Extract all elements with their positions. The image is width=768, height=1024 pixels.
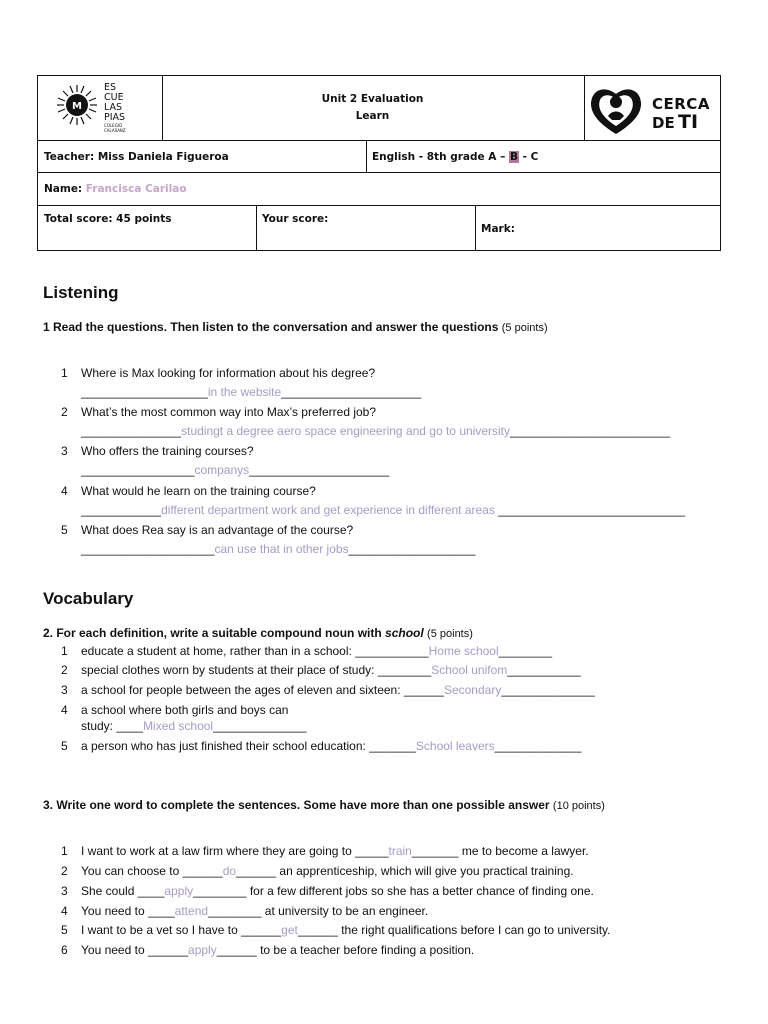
sentence: [81, 884, 594, 898]
sentence-text: She could: [81, 884, 138, 898]
blank: ______________: [213, 719, 307, 733]
instruction-text: 2. For each definition, write a suitable compound noun with: [43, 626, 386, 640]
answer-text: apply: [164, 884, 194, 898]
blank: _______: [411, 844, 459, 858]
answer-text: School leavers: [415, 739, 495, 753]
blank: ____________________: [81, 542, 215, 556]
question-number: 1: [61, 366, 68, 380]
course-highlight-b: B: [509, 151, 518, 163]
sentence-text: at university to be an engineer.: [261, 904, 429, 918]
question-number: 3: [61, 884, 68, 898]
your-score: Your score:: [262, 213, 329, 225]
question-number: 3: [61, 444, 68, 458]
title-line-2: Learn: [355, 110, 390, 122]
question-text: What would he learn on the training course?: [81, 484, 316, 498]
question-number: 4: [61, 904, 68, 918]
sentence: [81, 943, 474, 957]
question-text: Who offers the training courses?: [81, 444, 254, 458]
question-number: 6: [61, 943, 68, 957]
instruction-text: 3. Write one word to complete the sentences. Some have more than one possible answer: [43, 798, 550, 812]
svg-text:LAS: LAS: [104, 102, 123, 113]
sentence-text: an apprenticeship, which will give you practical training.: [276, 864, 574, 878]
blank: ______: [182, 864, 223, 878]
question-number: 1: [61, 644, 68, 658]
question-text: a school where both girls and boys can: [81, 703, 289, 717]
blank: ________________________: [510, 424, 671, 438]
sentence: [81, 923, 611, 937]
answer-text: do: [222, 864, 237, 878]
blank: ______: [216, 943, 257, 957]
answer-line: [81, 542, 475, 556]
answer-text: train: [388, 844, 412, 858]
listening-instruction: [43, 320, 548, 334]
blank: _______________: [81, 424, 182, 438]
question-text: study:: [81, 719, 117, 733]
cerca-de-ti-logo: [586, 80, 716, 138]
sentence: [81, 864, 574, 878]
blank: ____________: [81, 503, 162, 517]
question-number: 2: [61, 405, 68, 419]
svg-text:ES: ES: [104, 82, 117, 93]
blank: ______: [403, 683, 444, 697]
instruction-italic: school: [385, 626, 424, 640]
question-text: [81, 644, 552, 658]
course-label: [372, 151, 538, 163]
blank: ________: [498, 644, 553, 658]
blank: ______: [147, 943, 189, 957]
sentence-text: You need to: [81, 943, 148, 957]
question-number: 5: [61, 523, 68, 537]
divider: [256, 205, 257, 250]
blank: ________: [377, 663, 432, 677]
blank: ______: [241, 923, 282, 937]
blank: ________: [208, 904, 262, 918]
name-value: Francisca Carilao: [85, 183, 187, 195]
vocabulary-heading: Vocabulary: [43, 589, 134, 608]
blank: _____________: [494, 739, 582, 753]
svg-text:CUE: CUE: [104, 92, 124, 103]
blank: ____: [137, 884, 165, 898]
question-text: educate a student at home, rather than in a school:: [81, 644, 356, 658]
points: (5 points): [501, 322, 548, 334]
answer-line: [81, 424, 670, 438]
blank: ____________________________: [494, 503, 686, 517]
blank: ___________________: [348, 542, 476, 556]
question-number: 5: [61, 923, 68, 937]
blank: _________________: [81, 463, 195, 477]
answer-text: companys: [194, 463, 250, 477]
answer-text: can use that in other jobs: [214, 542, 349, 556]
question-number: 4: [61, 484, 68, 498]
blank: _______: [369, 739, 416, 753]
name-field: [44, 183, 187, 195]
svg-text:COLEGIO: COLEGIO: [104, 123, 123, 128]
question-text: [81, 663, 581, 677]
title-line-1: Unit 2 Evaluation: [321, 93, 424, 105]
sentence: [81, 844, 589, 858]
blank: ______: [297, 923, 338, 937]
question-text: [81, 683, 595, 697]
blank: ______: [236, 864, 277, 878]
blank: ______________: [501, 683, 595, 697]
instruction-text: 1 Read the questions. Then listen to the conversation and answer the questions: [43, 320, 499, 334]
svg-text:TI: TI: [678, 111, 699, 133]
answer-text: apply: [188, 943, 217, 957]
answer-text: Home school: [428, 644, 499, 658]
sentence-text: You can choose to: [81, 864, 183, 878]
blank: ___________: [355, 644, 429, 658]
mark: Mark:: [481, 223, 515, 235]
points: (10 points): [552, 800, 605, 812]
question-text: a school for people between the ages of eleven and sixteen:: [81, 683, 404, 697]
svg-text:CALASANZ: CALASANZ: [104, 128, 126, 133]
sentence-text: I want to be a vet so I have to: [81, 923, 242, 937]
question-number: 1: [61, 844, 68, 858]
question-number: 5: [61, 739, 68, 753]
question-text: What’s the most common way into Max’s preferred job?: [81, 405, 377, 419]
blank: ________: [193, 884, 247, 898]
question-text: What does Rea say is an advantage of the course?: [81, 523, 354, 537]
answer-text: in the website: [207, 385, 282, 399]
answer-text: attend: [174, 904, 209, 918]
sentence: [81, 904, 428, 918]
sentence-text: to be a teacher before finding a position.: [256, 943, 475, 957]
question-text: [81, 719, 307, 733]
sentence-text: me to become a lawyer.: [458, 844, 589, 858]
sentence-text: You need to: [81, 904, 148, 918]
blank: ___________: [507, 663, 581, 677]
question-text: a person who has just finished their school education:: [81, 739, 370, 753]
divider: [584, 76, 585, 140]
answer-line: [81, 503, 685, 517]
divider: [475, 205, 476, 250]
answer-line: [81, 463, 389, 477]
svg-text:DE: DE: [652, 114, 675, 132]
question-number: 2: [61, 864, 68, 878]
question-number: 3: [61, 683, 68, 697]
course-suffix: - C: [519, 151, 539, 163]
question-number: 4: [61, 703, 68, 717]
answer-text: get: [281, 923, 298, 937]
blank: _____________________: [249, 463, 390, 477]
answer-text: School unifom: [431, 663, 508, 677]
svg-text:PIAS: PIAS: [104, 112, 126, 123]
sentences-instruction: [43, 798, 605, 812]
sentence-text: for a few different jobs so she has a better chance of finding one.: [246, 884, 594, 898]
school-logo: [55, 80, 165, 138]
blank: ___________________: [81, 385, 208, 399]
blank: ____: [147, 904, 175, 918]
answer-line: [81, 385, 421, 399]
divider: [366, 140, 367, 172]
teacher-label: Teacher: Miss Daniela Figueroa: [44, 151, 229, 163]
blank: _____: [355, 844, 389, 858]
answer-text: Mixed school: [143, 719, 214, 733]
answer-text: different department work and get experience in different areas: [161, 503, 495, 517]
total-score: Total score: 45 points: [44, 213, 172, 225]
svg-text:CERCA: CERCA: [652, 95, 710, 113]
blank: ____: [116, 719, 144, 733]
answer-text: studingt a degree aero space engineering and go to university: [181, 424, 511, 438]
name-label: Name:: [44, 183, 86, 195]
sentence-text: I want to work at a law firm where they are going to: [81, 844, 356, 858]
question-text: Where is Max looking for information about his degree?: [81, 366, 376, 380]
points: (5 points): [427, 628, 473, 640]
vocabulary-instruction: [43, 626, 473, 640]
question-number: 2: [61, 663, 68, 677]
listening-heading: Listening: [43, 283, 119, 302]
course-prefix: English - 8th grade A –: [372, 151, 509, 163]
question-text: [81, 739, 581, 753]
blank: _____________________: [281, 385, 422, 399]
question-text: special clothes worn by students at their place of study:: [81, 663, 378, 677]
sentence-text: the right qualifications before I can go to university.: [337, 923, 611, 937]
answer-text: Secondary: [443, 683, 502, 697]
svg-text:M: M: [72, 101, 82, 112]
